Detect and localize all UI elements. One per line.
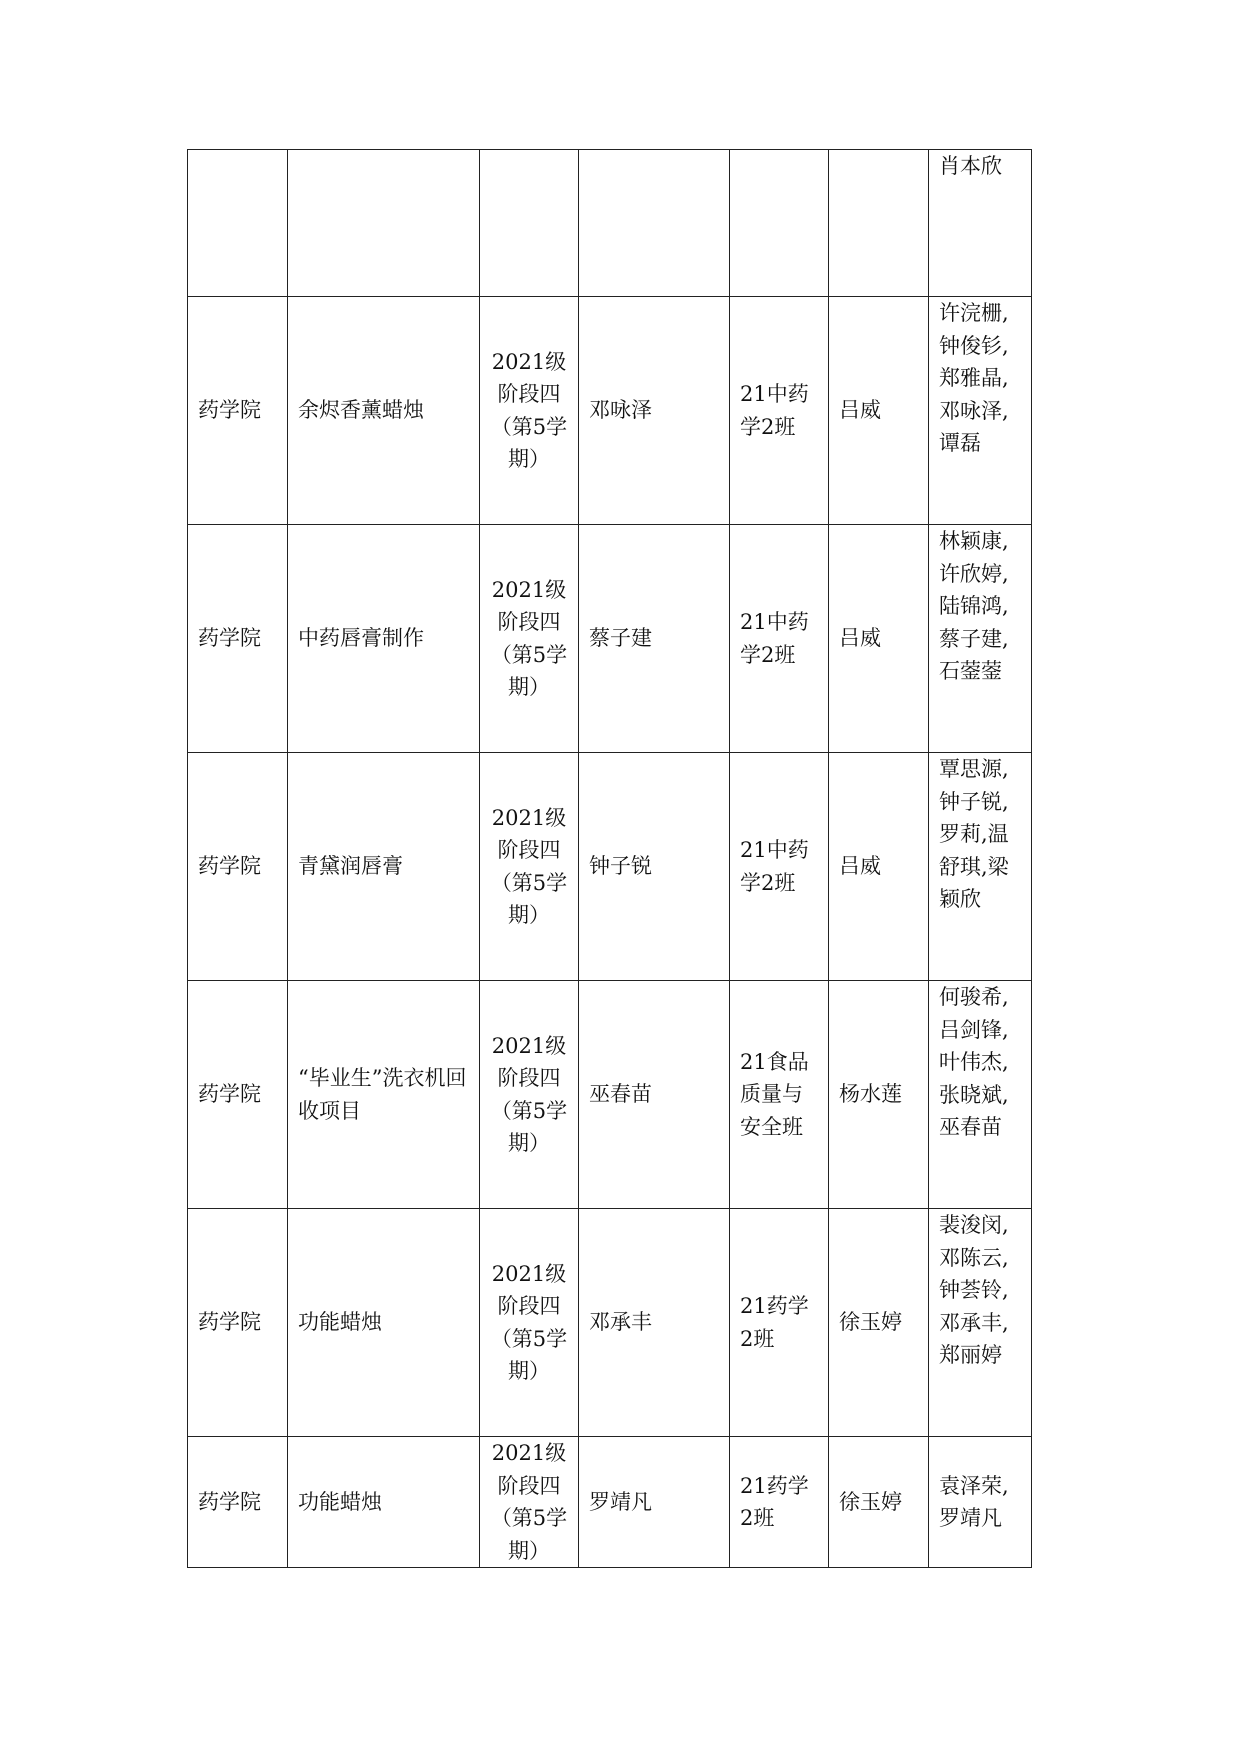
project-cell: 青黛润唇膏 (288, 753, 480, 981)
class-cell: 21中药学2班 (730, 753, 829, 981)
project-table (187, 149, 1032, 1568)
table-row (188, 981, 1032, 1209)
class-cell: 21食品质量与安全班 (730, 981, 829, 1209)
table-row (188, 525, 1032, 753)
college-cell: 药学院 (188, 981, 288, 1209)
leader-cell: 钟子锐 (579, 753, 730, 981)
project-cell: 功能蜡烛 (288, 1209, 480, 1437)
members-cell: 肖本欣 (929, 150, 1032, 297)
leader-cell: 巫春苗 (579, 981, 730, 1209)
college-cell: 药学院 (188, 753, 288, 981)
project-cell: “毕业生”洗衣机回收项目 (288, 981, 480, 1209)
period-cell (480, 150, 579, 297)
college-cell: 药学院 (188, 297, 288, 525)
class-cell: 21中药学2班 (730, 297, 829, 525)
project-cell (288, 150, 480, 297)
project-cell: 中药唇膏制作 (288, 525, 480, 753)
college-cell: 药学院 (188, 1437, 288, 1568)
period-cell: 2021级阶段四（第5学期） (480, 525, 579, 753)
college-cell (188, 150, 288, 297)
table-row (188, 1437, 1032, 1568)
members-cell: 覃思源,钟子锐,罗莉,温舒琪,梁颖欣 (929, 753, 1032, 981)
leader-cell: 邓承丰 (579, 1209, 730, 1437)
project-cell: 余烬香薰蜡烛 (288, 297, 480, 525)
period-cell: 2021级阶段四（第5学期） (480, 297, 579, 525)
members-cell: 林颖康,许欣婷,陆锦鸿,蔡子建,石蓥蓥 (929, 525, 1032, 753)
table-row (188, 150, 1032, 297)
members-cell: 裴浚闵,邓陈云,钟荟铃,邓承丰,郑丽婷 (929, 1209, 1032, 1437)
advisor-cell: 徐玉婷 (829, 1437, 929, 1568)
period-cell: 2021级阶段四（第5学期） (480, 1209, 579, 1437)
leader-cell: 罗靖凡 (579, 1437, 730, 1568)
period-cell: 2021级阶段四（第5学期） (480, 753, 579, 981)
advisor-cell: 吕威 (829, 753, 929, 981)
members-cell: 许浣栅,钟俊钐,郑雅晶,邓咏泽,谭磊 (929, 297, 1032, 525)
class-cell: 21药学2班 (730, 1437, 829, 1568)
members-cell: 何骏希,吕剑锋,叶伟杰,张晓斌,巫春苗 (929, 981, 1032, 1209)
period-cell: 2021级阶段四（第5学期） (480, 1437, 579, 1568)
table-row (188, 1209, 1032, 1437)
class-cell (730, 150, 829, 297)
leader-cell (579, 150, 730, 297)
leader-cell: 蔡子建 (579, 525, 730, 753)
class-cell: 21中药学2班 (730, 525, 829, 753)
college-cell: 药学院 (188, 525, 288, 753)
class-cell: 21药学2班 (730, 1209, 829, 1437)
college-cell: 药学院 (188, 1209, 288, 1437)
table-row (188, 297, 1032, 525)
period-cell: 2021级阶段四（第5学期） (480, 981, 579, 1209)
advisor-cell: 徐玉婷 (829, 1209, 929, 1437)
table-row (188, 753, 1032, 981)
members-cell: 袁泽荣,罗靖凡 (929, 1437, 1032, 1568)
advisor-cell: 杨水莲 (829, 981, 929, 1209)
advisor-cell: 吕威 (829, 525, 929, 753)
project-cell: 功能蜡烛 (288, 1437, 480, 1568)
leader-cell: 邓咏泽 (579, 297, 730, 525)
advisor-cell (829, 150, 929, 297)
advisor-cell: 吕威 (829, 297, 929, 525)
